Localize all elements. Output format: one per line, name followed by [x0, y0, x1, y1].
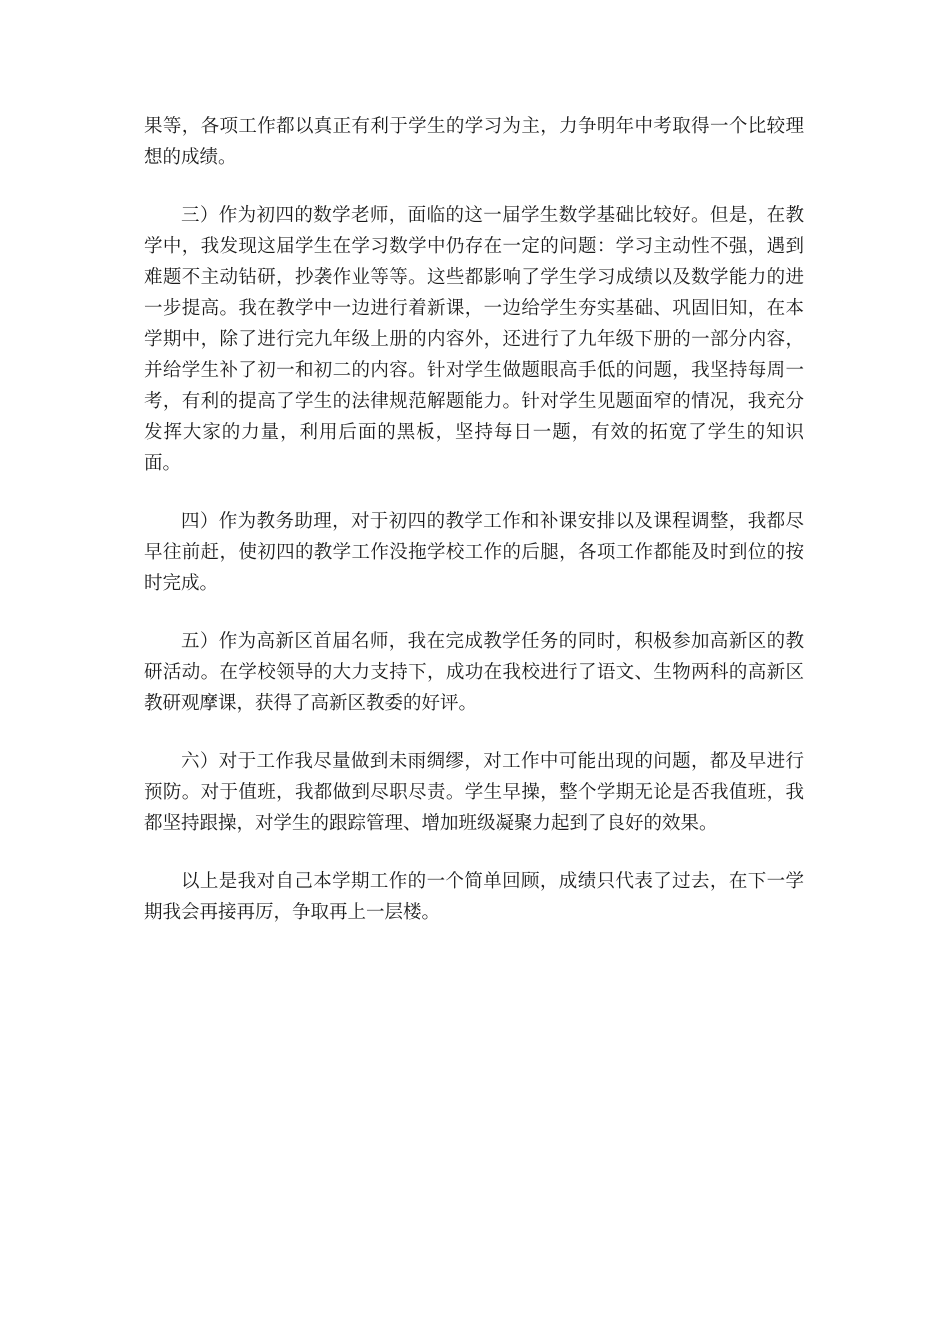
paragraph-academic-assistant: 四）作为教务助理，对于初四的教学工作和补课安排以及课程调整，我都尽早往前赶，使初四的教学工作没拖学校工作的后腿，各项工作都能及时到位的按时完成。	[144, 511, 804, 594]
paragraph-famous-teacher: 五）作为高新区首届名师，我在完成教学任务的同时，积极参加高新区的教研活动。在学校领导的大力支持下，成功在我校进行了语文、生物两科的高新区教研观摩课，获得了高新区教委的好评。	[144, 631, 804, 714]
paragraph-duty: 六）对于工作我尽量做到未雨绸缪，对工作中可能出现的问题，都及早进行预防。对于值班，我都做到尽职尽责。学生早操，整个学期无论是否我值班，我都坚持跟操，对学生的跟踪管理、增加班级凝聚力起到了良好的效果。	[144, 751, 804, 834]
document-body	[144, 111, 804, 955]
paragraph-conclusion: 以上是我对自己本学期工作的一个简单回顾，成绩只代表了过去，在下一学期我会再接再厉，争取再上一层楼。	[144, 871, 804, 923]
paragraph-math-teacher: 三）作为初四的数学老师，面临的这一届学生数学基础比较好。但是，在教学中，我发现这届学生在学习数学中仍存在一定的问题：学习主动性不强，遇到难题不主动钻研，抄袭作业等等。这些都影响了学生学习成绩以及数学能力的进一步提高。我在教学中一边进行着新课，一边给学生夯实基础、巩固旧知，在本学期中，除了进行完九年级上册的内容外，还进行了九年级下册的一部分内容，并给学生补了初一和初二的内容。针对学生做题眼高手低的问题，我坚持每周一考，有利的提高了学生的法律规范解题能力。针对学生见题面窄的情况，我充分发挥大家的力量，利用后面的黑板，坚持每日一题，有效的拓宽了学生的知识面。	[144, 205, 804, 474]
paragraph-continued: 果等，各项工作都以真正有利于学生的学习为主，力争明年中考取得一个比较理想的成绩。	[144, 116, 804, 168]
